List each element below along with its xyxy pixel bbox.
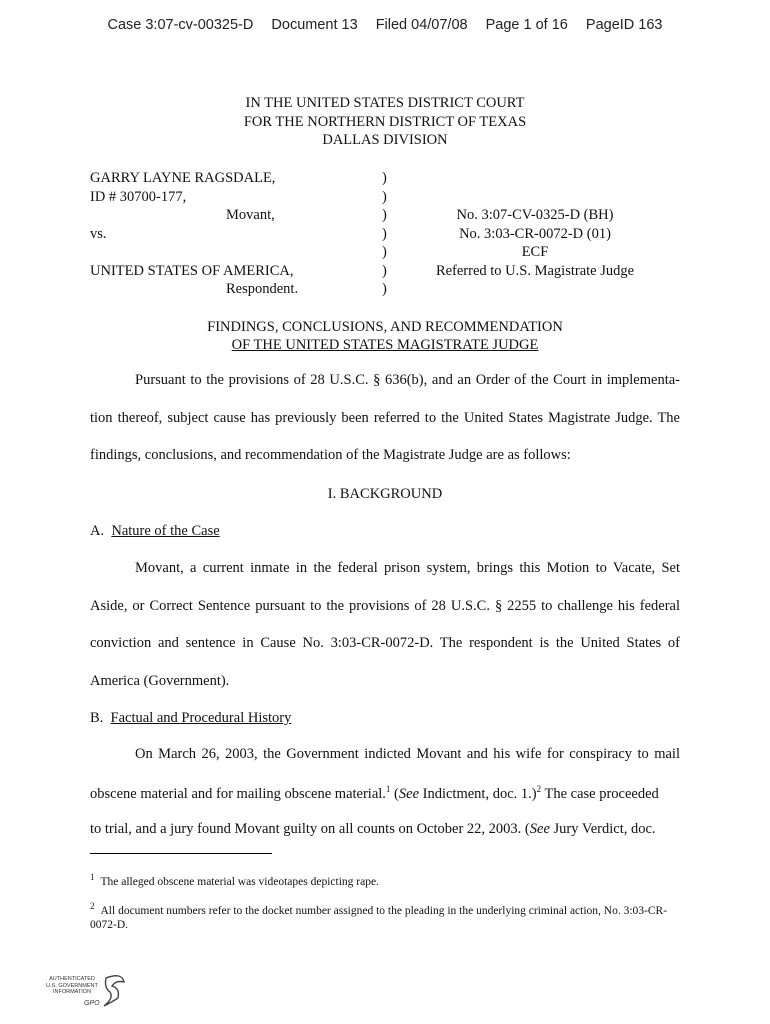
text-line: Aside, or Correct Sentence pursuant to the provisions of 28 U.S.C. § 2255 to challenge his federal <box>90 597 680 614</box>
movant-label: Movant, <box>226 207 275 223</box>
court-line-2: FOR THE NORTHERN DISTRICT OF TEXAS <box>243 113 527 130</box>
title-line-2: OF THE UNITED STATES MAGISTRATE JUDGE <box>231 337 539 353</box>
text-line: to trial, and a jury found Movant guilty on all counts on October 22, 2003. (See Jury Verdict, doc. <box>90 821 656 837</box>
subheading-title: Nature of the Case <box>111 523 220 539</box>
case-caption-parties <box>90 169 298 299</box>
movant-name: GARRY LAYNE RAGSDALE, <box>90 170 276 186</box>
intro-paragraph <box>90 372 680 485</box>
eagle-icon <box>100 972 130 1012</box>
document-number: Document 13 <box>271 17 358 33</box>
text-line: findings, conclusions, and recommendation of the Magistrate Judge are as follows: <box>90 447 571 463</box>
footnote-1 <box>90 870 680 889</box>
gpo-label: GPO <box>84 1000 100 1007</box>
movant-id: ID # 30700-177, <box>90 188 187 205</box>
nature-paragraph <box>90 560 680 710</box>
text-line: America (Government). <box>90 672 230 689</box>
respondent-label: Respondent. <box>226 281 299 297</box>
paren: ) <box>382 188 387 205</box>
page-id: PageID 163 <box>585 17 663 33</box>
court-line-1: IN THE UNITED STATES DISTRICT COURT <box>245 95 525 111</box>
title-line-1: FINDINGS, CONCLUSIONS, AND RECOMMENDATION <box>207 319 563 335</box>
court-heading <box>0 94 770 150</box>
subheading-title: Factual and Procedural History <box>110 710 292 726</box>
footnote-number: 1 <box>90 872 95 882</box>
paren: ) <box>382 225 387 242</box>
filing-header <box>0 17 770 33</box>
section-heading-background: I. BACKGROUND <box>327 486 443 502</box>
versus: vs. <box>90 225 107 242</box>
case-number: Case 3:07-cv-00325-D <box>107 17 254 33</box>
referral-note: Referred to U.S. Magistrate Judge <box>435 262 635 279</box>
footnote-divider <box>90 853 272 854</box>
footnote-2 <box>90 899 680 933</box>
text-line: On March 26, 2003, the Government indicted Movant and his wife for conspiracy to mail <box>135 746 680 762</box>
subheading-nature-of-case <box>90 523 220 540</box>
case-numbers <box>420 206 650 280</box>
spacer <box>90 243 298 262</box>
respondent-name: UNITED STATES OF AMERICA, <box>90 262 294 279</box>
text-line: Pursuant to the provisions of 28 U.S.C. § 636(b), and an Order of the Court in implementa- <box>135 372 680 388</box>
paren: ) <box>382 262 387 279</box>
history-paragraph <box>90 746 680 859</box>
ecf-label: ECF <box>521 244 549 260</box>
text-line: tion thereof, subject cause has previously been referred to the United States Magistrate Judge. The <box>90 409 680 426</box>
document-title <box>0 318 770 354</box>
text-line: obscene material and for mailing obscene material.$^1$ (See Indictment, doc. 1.)$^2$ The case proceeded <box>90 783 659 802</box>
court-line-3: DALLAS DIVISION <box>322 132 448 148</box>
subheading-letter: B. <box>90 710 104 726</box>
paren: ) <box>382 244 387 260</box>
footnote-ref[interactable]: 1 <box>385 783 391 794</box>
footnote-text: The alleged obscene material was videotapes depicting rape. <box>100 875 379 888</box>
logo-text: AUTHENTICATED U.S. GOVERNMENT INFORMATION <box>46 976 98 995</box>
criminal-case-number: No. 3:03-CR-0072-D (01) <box>459 225 611 242</box>
filed-date: Filed 04/07/08 <box>375 17 468 33</box>
footnote-text: All document numbers refer to the docket number assigned to the pleading in the underlying criminal action, No. 3:03-CR-0072-D. <box>90 904 668 932</box>
subheading-factual-history <box>90 710 291 727</box>
text-line: conviction and sentence in Cause No. 3:03-CR-0072-D. The respondent is the United States of <box>90 635 680 651</box>
paren: ) <box>382 207 387 223</box>
caption-parentheses <box>382 169 387 299</box>
footnote-number: 2 <box>90 901 95 911</box>
page-indicator: Page 1 of 16 <box>485 17 568 33</box>
civil-case-number: No. 3:07-CV-0325-D (BH) <box>456 207 614 223</box>
subheading-letter: A. <box>90 523 105 539</box>
gpo-authentication-logo <box>42 972 132 1012</box>
footnote-ref[interactable]: 2 <box>536 783 542 794</box>
paren: ) <box>382 170 387 186</box>
text-line: Movant, a current inmate in the federal prison system, brings this Motion to Vacate, Set <box>135 560 680 576</box>
paren: ) <box>382 281 387 297</box>
